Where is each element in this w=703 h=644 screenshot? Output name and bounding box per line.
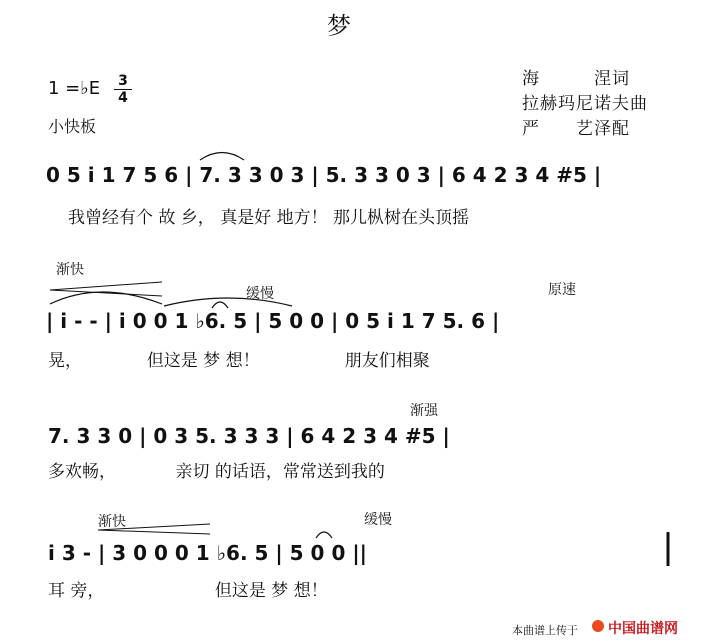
lyrics-row-1: 我曾经有个 故 乡， 真是好 地方！ 那儿枞树在头顶摇 [68,208,470,228]
key-signature: 1 =♭E [48,78,101,99]
lyrics-row-2: 晃， 但这是 梦 想！ 朋友们相聚 [48,351,430,371]
mark-accelerando-2: 渐快 [98,514,126,530]
slur-row-1 [200,153,244,161]
time-signature-bottom: 4 [118,90,128,106]
notation-row-2-text: | i - - | i 0 0 1 ♭6. 5 | 5 0 0 | 0 5 i 1 7 5. 6 | [46,309,500,333]
slur-row-2a [50,292,162,304]
credit-arranger: 严 艺泽配 [522,119,630,139]
lyrics-row-4: 耳 旁， 但这是 梦 想！ [48,581,328,601]
hairpin-accel-2 [98,524,210,534]
fermata-row-2 [212,302,228,308]
time-signature-top: 3 [118,73,128,89]
notation-row-1-text: 0 5 i 1 7 5 6 | 7. 3 3 0 3 | 5. 3 3 0 3 | 6 4 2 3 4 #5 | [46,163,602,187]
notation-row-4-text: i 3 - | 3 0 0 0 1 ♭6. 5 | 5 0 0 || [48,541,367,565]
site-logo-icon [592,620,604,632]
mark-accelerando-1: 渐快 [56,262,84,278]
fermata-row-4 [316,532,332,538]
tempo-marking: 小快板 [48,117,97,136]
credit-lyricist: 海 涅词 [522,69,630,89]
lyrics-row-3: 多欢畅， 亲切 的话语，常常送到我的 [48,462,385,482]
mark-slow-2: 缓慢 [364,512,392,528]
notation-row-3-text: 7. 3 3 0 | 0 3 5. 3 3 3 | 6 4 2 3 4 #5 | [48,424,450,448]
mark-slow-1: 缓慢 [246,286,274,302]
credit-composer: 拉赫玛尼诺夫曲 [522,94,648,114]
song-title: 梦 [327,12,351,40]
footer-brand: 中国曲谱网 [608,621,678,637]
hairpin-accel-1 [50,282,162,296]
slur-row-2b [164,298,292,306]
mark-crescendo: 渐强 [410,403,438,419]
footer-upload-note: 本曲谱上传于 [512,624,578,637]
mark-a-tempo: 原速 [548,282,576,298]
